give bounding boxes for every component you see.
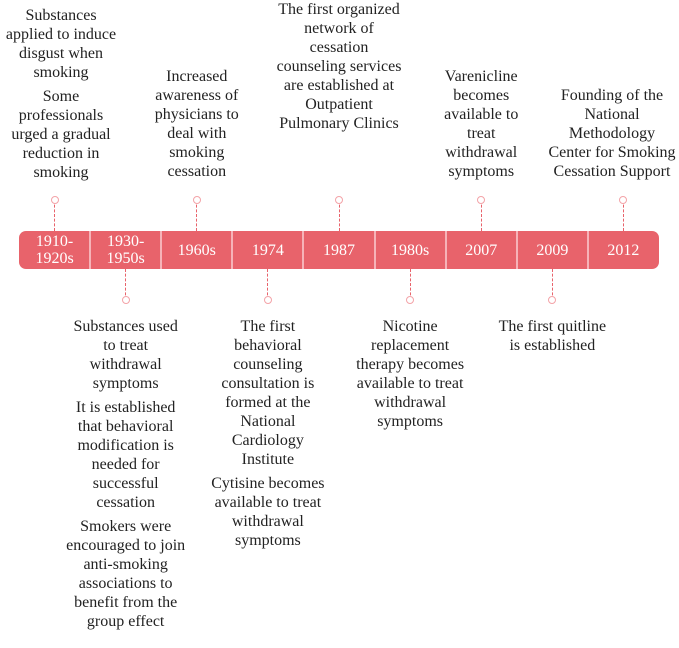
- timeline-period-label: 2009: [536, 241, 569, 259]
- timeline-marker-dot: [477, 196, 485, 204]
- timeline-marker-dot: [193, 196, 201, 204]
- event-note: Increased awareness of physicians to deal with smoking cessation: [154, 68, 239, 180]
- timeline-event-notes: [431, 67, 531, 186]
- timeline-period-label: 2007: [465, 241, 498, 259]
- timeline-event-notes: [66, 317, 186, 636]
- timeline-divider: [516, 231, 518, 269]
- timeline-period-label: 1974: [251, 241, 284, 259]
- connector-line: [54, 200, 55, 231]
- timeline-divider: [89, 231, 91, 269]
- timeline-marker-dot: [335, 196, 343, 204]
- event-note: Some professionals urged a gradual reduction in smoking: [11, 88, 111, 181]
- timeline-divider: [160, 231, 162, 269]
- timeline-period-label: 1980s: [390, 241, 430, 259]
- event-note: Nicotine replacement therapy becomes available to treat withdrawal symptoms: [356, 318, 465, 430]
- event-note: It is established that behavioral modification is needed for successful cessation: [75, 399, 176, 511]
- timeline-marker-dot: [264, 296, 272, 304]
- event-note: Founding of the National Methodology Center for Smoking Cessation Support: [548, 87, 676, 180]
- connector-line: [623, 200, 624, 231]
- timeline-divider: [302, 231, 304, 269]
- event-note: Cytisine becomes available to treat withdrawal symptoms: [211, 475, 325, 549]
- timeline-event-notes: [547, 86, 677, 186]
- timeline-period-label: 1910- 1920s: [35, 233, 74, 267]
- connector-line: [196, 200, 197, 231]
- timeline-event-notes: [277, 0, 402, 138]
- event-note: Varenicline becomes available to treat withdrawal symptoms: [444, 68, 519, 180]
- connector-line: [481, 200, 482, 231]
- timeline-divider: [231, 231, 233, 269]
- timeline-marker-dot: [122, 296, 130, 304]
- event-note: The first quitline is established: [498, 318, 607, 354]
- timeline-marker-dot: [406, 296, 414, 304]
- timeline-event-notes: [2, 6, 120, 187]
- event-note: The first behavioral counseling consultation is formed at the National Cardiology Institute: [221, 318, 315, 468]
- timeline-divider: [587, 231, 589, 269]
- timeline-period-label: 1987: [322, 241, 355, 259]
- timeline-divider: [374, 231, 376, 269]
- connector-line: [339, 200, 340, 231]
- timeline-period-label: 2012: [607, 241, 640, 259]
- timeline-marker-dot: [548, 296, 556, 304]
- event-note: Substances used to treat withdrawal symptoms: [73, 318, 178, 392]
- timeline-period-label: 1930- 1950s: [106, 233, 145, 267]
- timeline-bar: [19, 231, 659, 269]
- timeline-period-label: 1960s: [177, 241, 216, 259]
- timeline-event-notes: [208, 317, 328, 555]
- timeline-event-notes: [147, 67, 247, 186]
- event-note: Smokers were encouraged to join anti-smoking associations to benefit from the group effect: [66, 518, 186, 630]
- timeline-divider: [445, 231, 447, 269]
- timeline-marker-dot: [51, 196, 59, 204]
- event-note: Substances applied to induce disgust when smoking: [5, 7, 117, 81]
- timeline-event-notes: [355, 317, 465, 436]
- timeline-event-notes: [497, 317, 607, 360]
- event-note: The first organized network of cessation counseling services are established at Outpatient Pulmonary Clinics: [276, 1, 402, 132]
- timeline-marker-dot: [619, 196, 627, 204]
